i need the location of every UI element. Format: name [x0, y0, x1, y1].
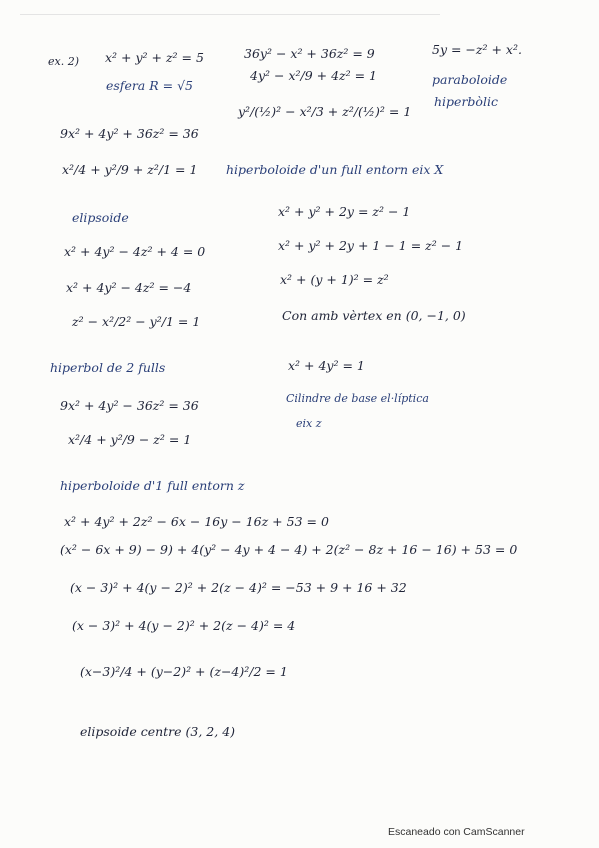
equation-final-3: (x − 3)² + 4(y − 2)² + 2(z − 4)² = −53 + 9 + 16 + 32 [70, 580, 407, 595]
exercise-label: ex. 2) [48, 55, 79, 68]
note-hyperboloid-two-sheets: hiperbol de 2 fulls [50, 360, 166, 375]
equation-paraboloid: 5y = −z² + x². [432, 42, 522, 57]
equation-ellipsoid-a: 9x² + 4y² + 36z² = 36 [60, 126, 199, 141]
note-ellipsoid: elipsoide [72, 210, 129, 225]
note-hyperboloid-x: hiperboloide d'un full entorn eix X [226, 162, 444, 177]
equation-hyperboloid-x-c: y²/(½)² − x²/3 + z²/(½)² = 1 [238, 104, 412, 119]
equation-final-5: (x−3)²/4 + (y−2)² + (z−4)²/2 = 1 [80, 664, 288, 679]
equation-cone-b: x² + y² + 2y + 1 − 1 = z² − 1 [278, 238, 464, 253]
equation-hyperboloid-x-b: 4y² − x²/9 + 4z² = 1 [250, 68, 378, 83]
note-hyperboloid-one-sheet-z: hiperboloide d'1 full entorn z [60, 478, 245, 493]
scan-edge-line [20, 14, 440, 15]
equation-cone-c: x² + (y + 1)² = z² [280, 272, 389, 287]
note-cylinder-a: Cilindre de base el·líptica [286, 392, 429, 405]
equation-final-2: (x² − 6x + 9) − 9) + 4(y² − 4y + 4 − 4) + 2(z² − 8z + 16 − 16) + 53 = 0 [60, 542, 518, 557]
note-cylinder-b: eix z [296, 417, 322, 430]
equation-final-1: x² + 4y² + 2z² − 6x − 16y − 16z + 53 = 0 [64, 514, 329, 529]
note-ellipsoid-centre: elipsoide centre (3, 2, 4) [80, 724, 236, 739]
note-paraboloid-b: hiperbòlic [434, 94, 498, 109]
equation-hyperboloid2-c: z² − x²/2² − y²/1 = 1 [72, 314, 201, 329]
equation-hyperboloid2-b: x² + 4y² − 4z² = −4 [66, 280, 192, 295]
equation-cone-a: x² + y² + 2y = z² − 1 [278, 204, 411, 219]
equation-cylinder: x² + 4y² = 1 [288, 358, 365, 373]
equation-final-4: (x − 3)² + 4(y − 2)² + 2(z − 4)² = 4 [72, 618, 296, 633]
scanner-watermark: Escaneado con CamScanner [388, 826, 525, 838]
equation-hyperboloid-x-a: 36y² − x² + 36z² = 9 [244, 46, 375, 61]
equation-hyperboloid1-b: x²/4 + y²/9 − z² = 1 [68, 432, 192, 447]
equation-ellipsoid-b: x²/4 + y²/9 + z²/1 = 1 [62, 162, 198, 177]
note-paraboloid-a: paraboloide [432, 72, 508, 87]
note-sphere: esfera R = √5 [106, 78, 193, 93]
equation-hyperboloid1-a: 9x² + 4y² − 36z² = 36 [60, 398, 199, 413]
equation-hyperboloid2-a: x² + 4y² − 4z² + 4 = 0 [64, 244, 206, 259]
equation-sphere: x² + y² + z² = 5 [105, 50, 204, 65]
note-cone: Con amb vèrtex en (0, −1, 0) [282, 308, 466, 323]
